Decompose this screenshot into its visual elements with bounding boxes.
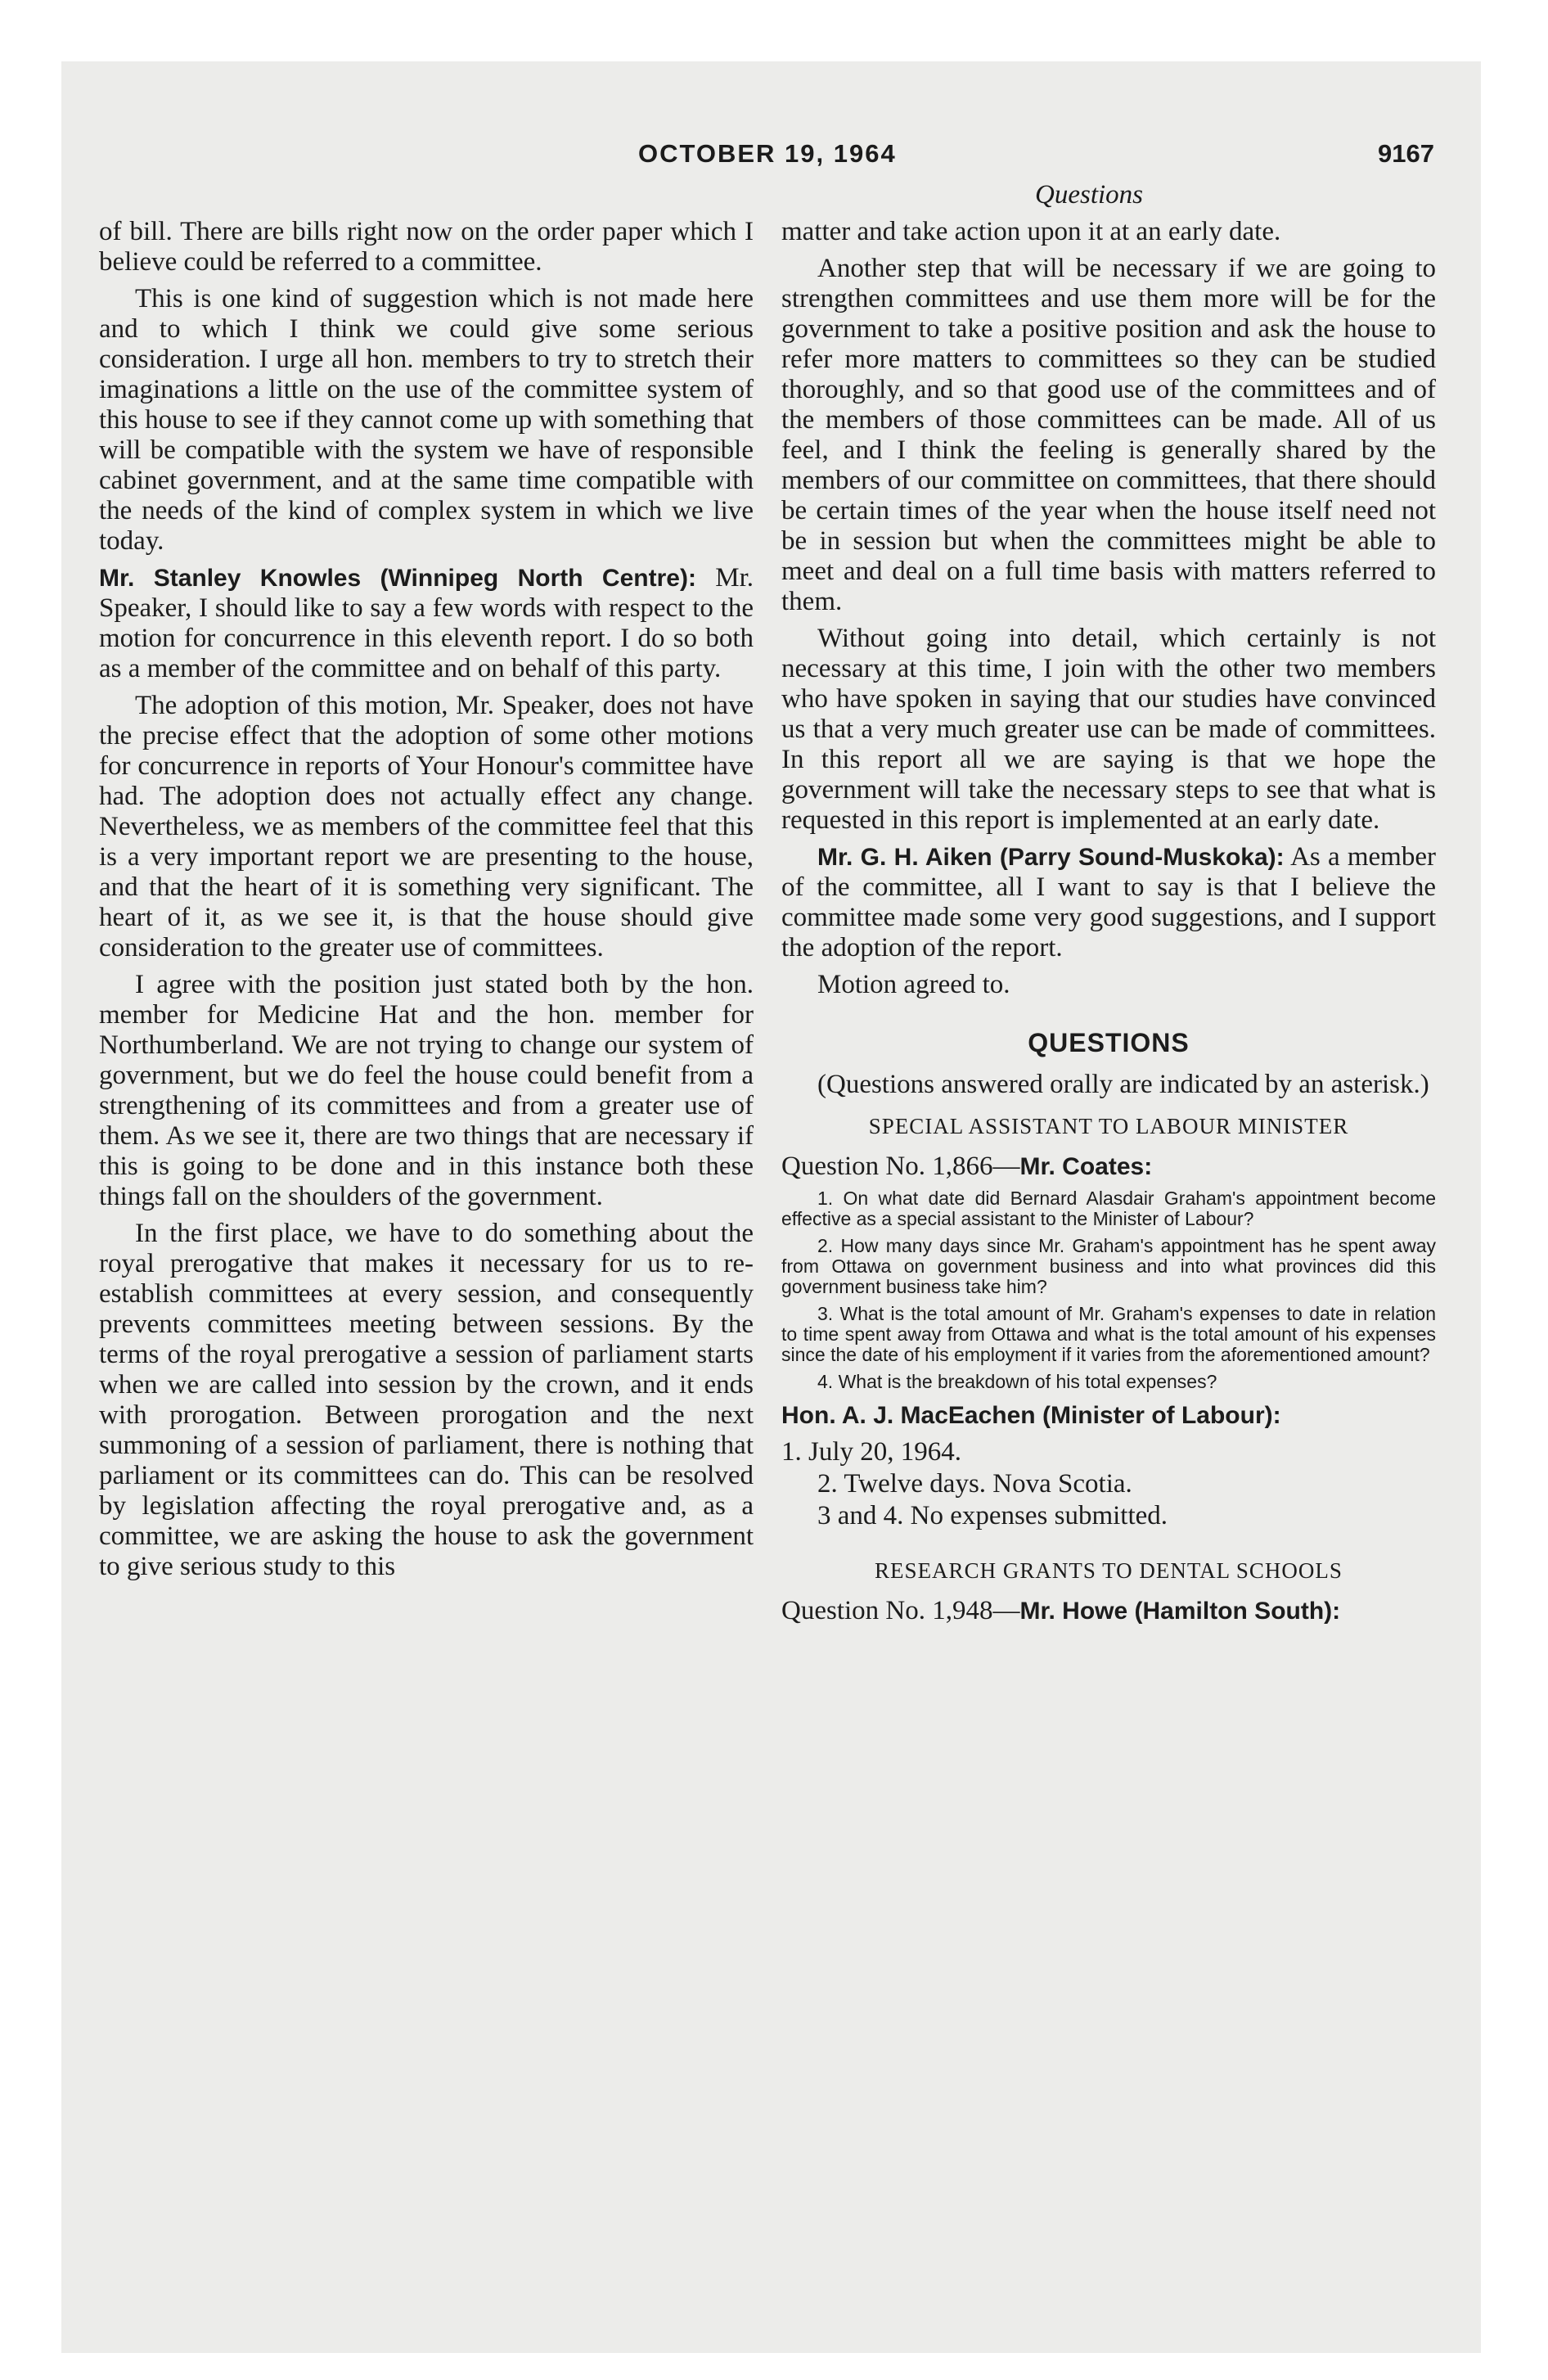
section-title: Questions <box>1035 180 1143 210</box>
speaker-name: Hon. A. J. MacEachen (Minister of Labour): <box>781 1402 1281 1429</box>
paragraph: matter and take action upon it at an early date. <box>781 217 1281 246</box>
answer-speaker <box>781 1400 1436 1431</box>
paragraph: In the first place, we have to do something about the royal prerogative that makes it necessary for us to re-establish committees at every session, and consequently prevents committees meeting between sessions. By the terms of the royal prerogative a session of parliament starts when we are called into session by the crown, and it ends with prorogation. Between prorogation and the next summoning of a session of parliament, there is nothing that parliament or its committees can do. This can be resolved by legislation affecting the royal prerogative and, as a committee, we are asking the house to ask the government to give serious study to this <box>99 1219 754 1581</box>
paragraph: Another step that will be necessary if we are going to strengthen committees and use them more will be for the government to take a positive position and ask the house to refer more matters to committees so they can be studied thoroughly, and so that good use of the committees and of the members of those committees can be made. All of us feel, and I think the feeling is generally shared by the members of our committee on committees, that there should be certain times of the year when the house itself need not be in session but when the committees might be able to meet and deal on a full time basis with matters referred to them. <box>781 254 1436 616</box>
question-asker: Mr. Howe (Hamilton South): <box>1019 1598 1341 1625</box>
left-column <box>99 217 754 1589</box>
paragraph: Without going into detail, which certainly is not necessary at this time, I join with the other two members who have spoken in saying that our studies have convinced us that a very much greater use can be made of committees. In this report all we are saying is that we hope the government will take the necessary steps to see that what is requested in this report is implemented at an early date. <box>781 624 1436 835</box>
questions-heading: QUESTIONS <box>1028 1028 1190 1057</box>
speech-aiken <box>781 842 1436 963</box>
page-number: 9167 <box>1378 139 1434 168</box>
question-item: 1. On what date did Bernard Alasdair Graham's appointment become effective as a special assistant to the Minister of Labour? <box>781 1188 1436 1229</box>
question-asker: Mr. Coates: <box>1019 1153 1153 1180</box>
question-item: 3. What is the total amount of Mr. Graham's expenses to date in relation to time spent away from Ottawa and what is the total amount of his expenses since the date of his employment if it varies from the aforementioned amount? <box>781 1303 1436 1365</box>
question-number: Question No. 1,866— <box>781 1152 1020 1181</box>
paragraph: This is one kind of suggestion which is not made here and to which I think we could give some serious consideration. I urge all hon. members to try to stretch their imaginations a little on the use of the committee system of this house to see if they cannot come up with something that will be compatible with the system we have of responsible cabinet government, and at the same time compatible with the needs of the kind of complex system in which we live today. <box>99 284 754 556</box>
subheading-labour-minister: SPECIAL ASSISTANT TO LABOUR MINISTER <box>868 1114 1349 1138</box>
speaker-name: Mr. Stanley Knowles (Winnipeg North Centre): <box>99 565 696 592</box>
answer-line: 1. July 20, 1964. <box>781 1437 962 1467</box>
question-item: 4. What is the breakdown of his total expenses? <box>817 1371 1217 1392</box>
speech-text: As a member of the committee, all I want to say is that I believe the committee made some very good suggestions, and I support the adoption of the report. <box>781 842 1436 962</box>
speaker-name: Mr. G. H. Aiken (Parry Sound-Muskoka): <box>817 844 1285 871</box>
questions-note: (Questions answered orally are indicated by an asterisk.) <box>817 1070 1429 1099</box>
question-1948 <box>781 1596 1436 1626</box>
scanned-page <box>61 61 1481 2353</box>
speech-text: Mr. Speaker, I should like to say a few words with respect to the motion for concurrence in this eleventh report. I do so both as a member of the committee and on behalf of this party. <box>99 563 754 683</box>
right-column <box>781 217 1436 1633</box>
question-number: Question No. 1,948— <box>781 1596 1020 1625</box>
motion-text: Motion agreed to. <box>817 970 1010 999</box>
answer-line: 3 and 4. No expenses submitted. <box>817 1501 1168 1530</box>
speech-knowles <box>99 563 754 684</box>
answer-list <box>781 1437 1436 1531</box>
page-header <box>61 139 1481 210</box>
paragraph: of bill. There are bills right now on the order paper which I believe could be referred to a committee. <box>99 217 754 277</box>
paragraph: The adoption of this motion, Mr. Speaker, does not have the precise effect that the adoption of some other motions for concurrence in reports of Your Honour's committee have had. The adoption does not actually effect any change. Nevertheless, we as members of the committee feel that this is a very important report we are presenting to the house, and that the heart of it is something very significant. The heart of it, as we see it, is that the house should give consideration to the greater use of committees. <box>99 691 754 962</box>
question-item: 2. How many days since Mr. Graham's appointment has he spent away from Ottawa on government business and into what provinces did this government business take him? <box>781 1235 1436 1297</box>
header-date: OCTOBER 19, 1964 <box>638 139 897 168</box>
question-1866 <box>781 1152 1436 1182</box>
question-items <box>781 1188 1436 1392</box>
answer-line: 2. Twelve days. Nova Scotia. <box>817 1469 1132 1499</box>
paragraph: I agree with the position just stated both by the hon. member for Medicine Hat and the hon. member for Northumberland. We are not trying to change our system of government, but we do feel the house could benefit from a strengthening of its committees and from a greater use of them. As we see it, there are two things that are necessary if this is going to be done and in this instance both these things fall on the shoulders of the government. <box>99 970 754 1211</box>
subheading-dental-schools: RESEARCH GRANTS TO DENTAL SCHOOLS <box>875 1558 1343 1583</box>
